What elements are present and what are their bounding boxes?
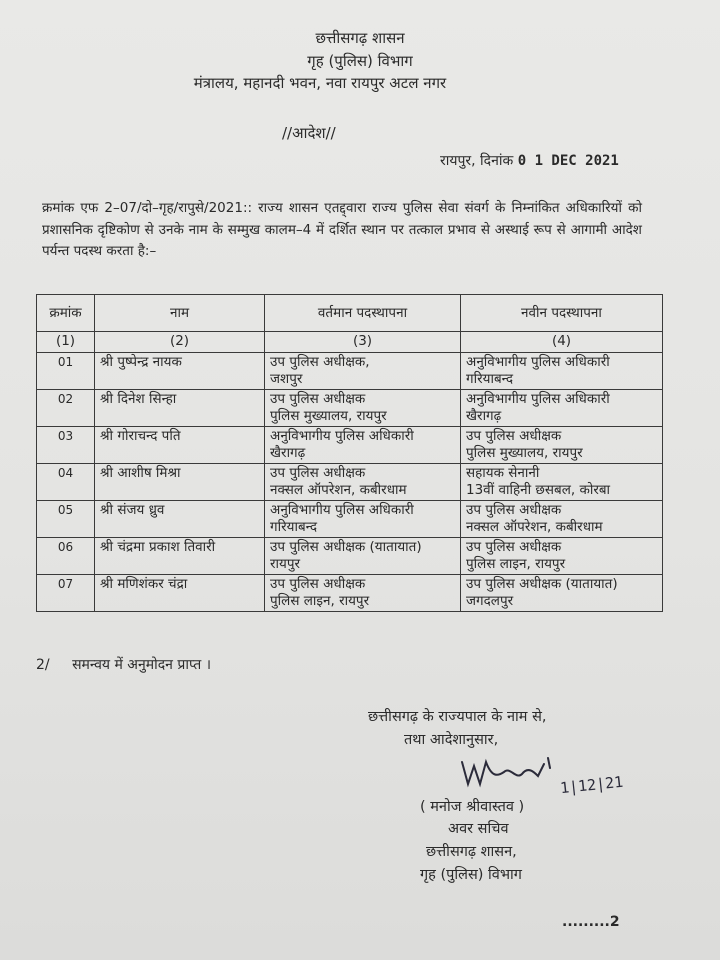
serial-cell: 01 [37,353,95,390]
column-number: (4) [461,332,663,353]
posting-line: खैरागढ़ [270,445,306,461]
name-cell: श्री पुष्पेन्द्र नायक [95,353,265,390]
serial-cell: 07 [37,575,95,612]
serial-cell: 04 [37,464,95,501]
para-2 [36,656,211,674]
posting-line: नक्सल ऑपरेशन, कबीरधाम [466,519,603,535]
current-posting-cell [265,464,461,501]
table-row [37,390,663,427]
table-row [37,427,663,464]
posting-line: उप पुलिस अधीक्षक [466,502,562,518]
posting-line: अनुविभागीय पुलिस अधिकारी [466,391,610,407]
posting-line: उप पुलिस अधीक्षक [466,539,562,555]
new-posting-cell [461,575,663,612]
current-posting-cell [265,427,461,464]
posting-line: पुलिस लाइन, रायपुर [466,556,566,572]
serial-cell: 02 [37,390,95,427]
header-department: गृह (पुलिस) विभाग [307,52,413,70]
table-header-row [37,295,663,332]
table-row [37,538,663,575]
serial-cell: 06 [37,538,95,575]
column-number-row [37,332,663,353]
name-cell: श्री आशीष मिश्रा [95,464,265,501]
new-posting-cell [461,353,663,390]
header-serial: क्रमांक [37,295,95,332]
posting-line: उप पुलिस अधीक्षक (यातायात) [270,539,422,555]
signatory-designation: अवर सचिव [448,821,509,837]
name-cell: श्री दिनेश सिन्हा [95,390,265,427]
date-prefix: रायपुर, दिनांक [440,153,514,169]
header-government: छत्तीसगढ़ शासन [315,29,405,47]
header-name: नाम [95,295,265,332]
signatory-organisation: छत्तीसगढ़ शासन, [426,844,517,860]
table-row [37,353,663,390]
current-posting-cell [265,501,461,538]
para-2-number: 2/ [36,657,50,673]
table-row [37,464,663,501]
posting-line: पुलिस मुख्यालय, रायपुर [466,445,583,461]
posting-line: उप पुलिस अधीक्षक [466,428,562,444]
table-row [37,575,663,612]
current-posting-cell [265,538,461,575]
page-continuation: .........2 [562,914,620,930]
column-number: (3) [265,332,461,353]
current-posting-cell [265,353,461,390]
column-number: (1) [37,332,95,353]
table-row [37,501,663,538]
signature-scribble [458,754,568,794]
posting-line: जगदलपुर [466,593,514,609]
posting-line: रायपुर [270,556,301,572]
new-posting-cell [461,538,663,575]
current-posting-cell [265,575,461,612]
posting-line: नक्सल ऑपरेशन, कबीरधाम [270,482,407,498]
new-posting-cell [461,464,663,501]
posting-table [36,294,663,612]
order-title: //आदेश// [282,124,336,142]
header-address: मंत्रालय, महानदी भवन, नवा रायपुर अटल नगर [193,74,447,92]
posting-line: जशपुर [270,371,303,387]
posting-line: उप पुलिस अधीक्षक [270,576,366,592]
posting-line: उप पुलिस अधीक्षक [270,465,366,481]
order-body-text: क्रमांक एफ 2–07/दो–गृह/रापुसे/2021:: राज्य शासन एतद्द्वारा राज्य पुलिस सेवा संवर्ग के निम्नांकित अधिकारियों को प्रशासनिक दृष्टिकोण से उनके नाम के सम्मुख कालम–4 में दर्शित स्थान पर तत्काल प्रभाव से अस्थाई रूप से आगामी आदेश पर्यन्त पदस्थ करता है:– [42,200,642,259]
para-2-text: समन्वय में अनुमोदन प्राप्त । [72,657,212,673]
posting-line: पुलिस लाइन, रायपुर [270,593,370,609]
posting-line: 13वीं वाहिनी छसबल, कोरबा [466,482,611,498]
current-posting-cell [265,390,461,427]
new-posting-cell [461,501,663,538]
posting-line: गरियाबन्द [270,519,317,535]
posting-line: अनुविभागीय पुलिस अधिकारी [466,354,610,370]
signature-authority-line: छत्तीसगढ़ के राज्यपाल के नाम से, [368,709,547,725]
posting-line: अनुविभागीय पुलिस अधिकारी [270,502,414,518]
date-stamp: 0 1 DEC 2021 [517,153,619,169]
serial-cell: 03 [37,427,95,464]
signatory-name: ( मनोज श्रीवास्तव ) [420,799,525,815]
posting-line: अनुविभागीय पुलिस अधिकारी [270,428,414,444]
name-cell: श्री संजय ध्रुव [95,501,265,538]
serial-cell: 05 [37,501,95,538]
posting-line: खैरागढ़ [466,408,502,424]
posting-line: उप पुलिस अधीक्षक (यातायात) [466,576,618,592]
name-cell: श्री गोराचन्द पति [95,427,265,464]
name-cell: श्री मणिशंकर चंद्रा [95,575,265,612]
column-number: (2) [95,332,265,353]
handwritten-signature [458,754,568,794]
posting-line: पुलिस मुख्यालय, रायपुर [270,408,387,424]
header-new-posting: नवीन पदस्थापना [461,295,663,332]
header-current-posting: वर्तमान पदस्थापना [265,295,461,332]
name-cell: श्री चंद्रमा प्रकाश तिवारी [95,538,265,575]
signatory-department: गृह (पुलिस) विभाग [420,867,522,883]
new-posting-cell [461,390,663,427]
posting-line: सहायक सेनानी [466,465,540,481]
posting-line: उप पुलिस अधीक्षक [270,391,366,407]
signature-order-line: तथा आदेशानुसार, [404,732,499,748]
posting-line: उप पुलिस अधीक्षक, [270,354,370,370]
posting-line: गरियाबन्द [466,371,513,387]
new-posting-cell [461,427,663,464]
date-line [440,152,619,170]
handwritten-date: 1|12|21 [559,772,624,798]
